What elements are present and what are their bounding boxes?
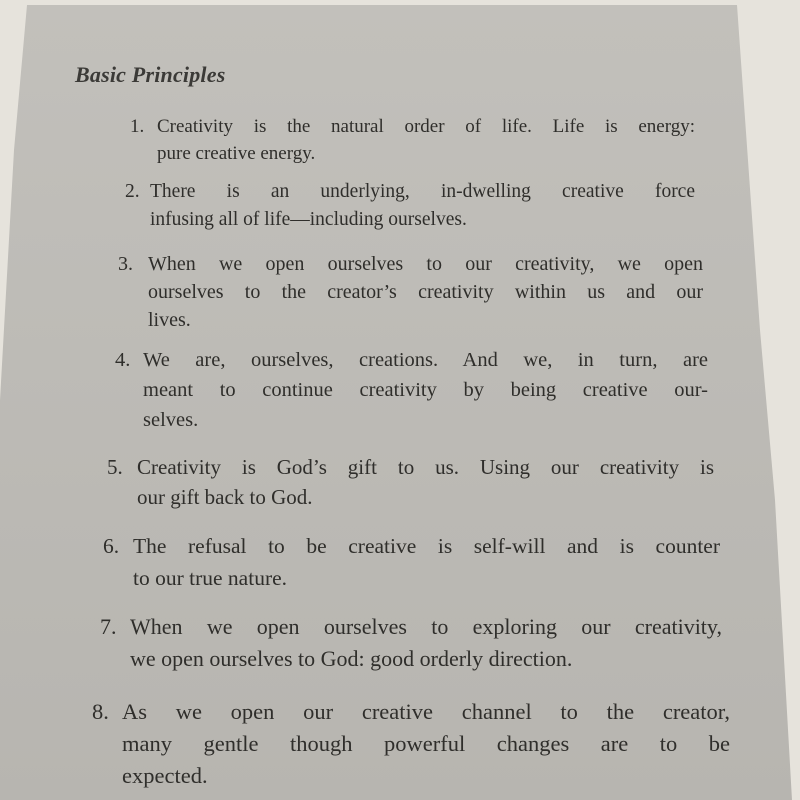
principle-number: 6. bbox=[103, 534, 120, 558]
principle-line: When we open ourselves to our creativity, we open bbox=[148, 253, 703, 275]
principle-number: 5. bbox=[107, 455, 123, 479]
principle-number: 1. bbox=[130, 116, 145, 137]
principle-item-3 bbox=[118, 250, 703, 334]
principle-line: lives. bbox=[148, 309, 191, 331]
principle-item-7 bbox=[100, 611, 722, 675]
principle-line: ourselves to the creator’s creativity within us and our bbox=[148, 281, 703, 303]
principle-line: our gift back to God. bbox=[137, 485, 313, 509]
principle-line: We are, ourselves, creations. And we, in turn, are bbox=[143, 349, 708, 371]
principle-number: 8. bbox=[92, 699, 109, 724]
principle-number: 4. bbox=[115, 349, 131, 371]
principle-line: to our true nature. bbox=[133, 566, 288, 590]
principle-line: many gentle though powerful changes are to be bbox=[122, 731, 730, 756]
principle-line: meant to continue creativity by being creative our- bbox=[143, 379, 708, 401]
principle-item-5 bbox=[107, 452, 714, 512]
principle-line: pure creative energy. bbox=[157, 143, 316, 164]
principle-line: The refusal to be creative is self-will and is counter bbox=[133, 534, 720, 558]
principle-line: selves. bbox=[143, 409, 199, 431]
principle-line: expected. bbox=[122, 763, 208, 788]
principle-line: There is an underlying, in-dwelling creative force bbox=[150, 181, 695, 202]
principle-line: Creativity is the natural order of life. Life is energy: bbox=[157, 116, 695, 137]
principle-number: 2. bbox=[125, 181, 140, 202]
page-heading: Basic Principles bbox=[75, 62, 226, 87]
principle-item-2 bbox=[125, 178, 695, 234]
principle-number: 7. bbox=[100, 614, 117, 639]
principle-item-4 bbox=[115, 345, 708, 435]
principle-number: 3. bbox=[118, 253, 133, 275]
principle-item-8 bbox=[92, 696, 730, 792]
principle-line: Creativity is God’s gift to us. Using our creativity is bbox=[137, 455, 714, 479]
principle-line: we open ourselves to God: good orderly direction. bbox=[130, 646, 573, 671]
principle-item-6 bbox=[103, 530, 720, 594]
principle-line: infusing all of life—including ourselves. bbox=[150, 209, 467, 230]
principle-line: When we open ourselves to exploring our creativity, bbox=[130, 614, 722, 639]
principle-item-1 bbox=[130, 113, 695, 167]
principle-line: As we open our creative channel to the creator, bbox=[122, 699, 730, 724]
